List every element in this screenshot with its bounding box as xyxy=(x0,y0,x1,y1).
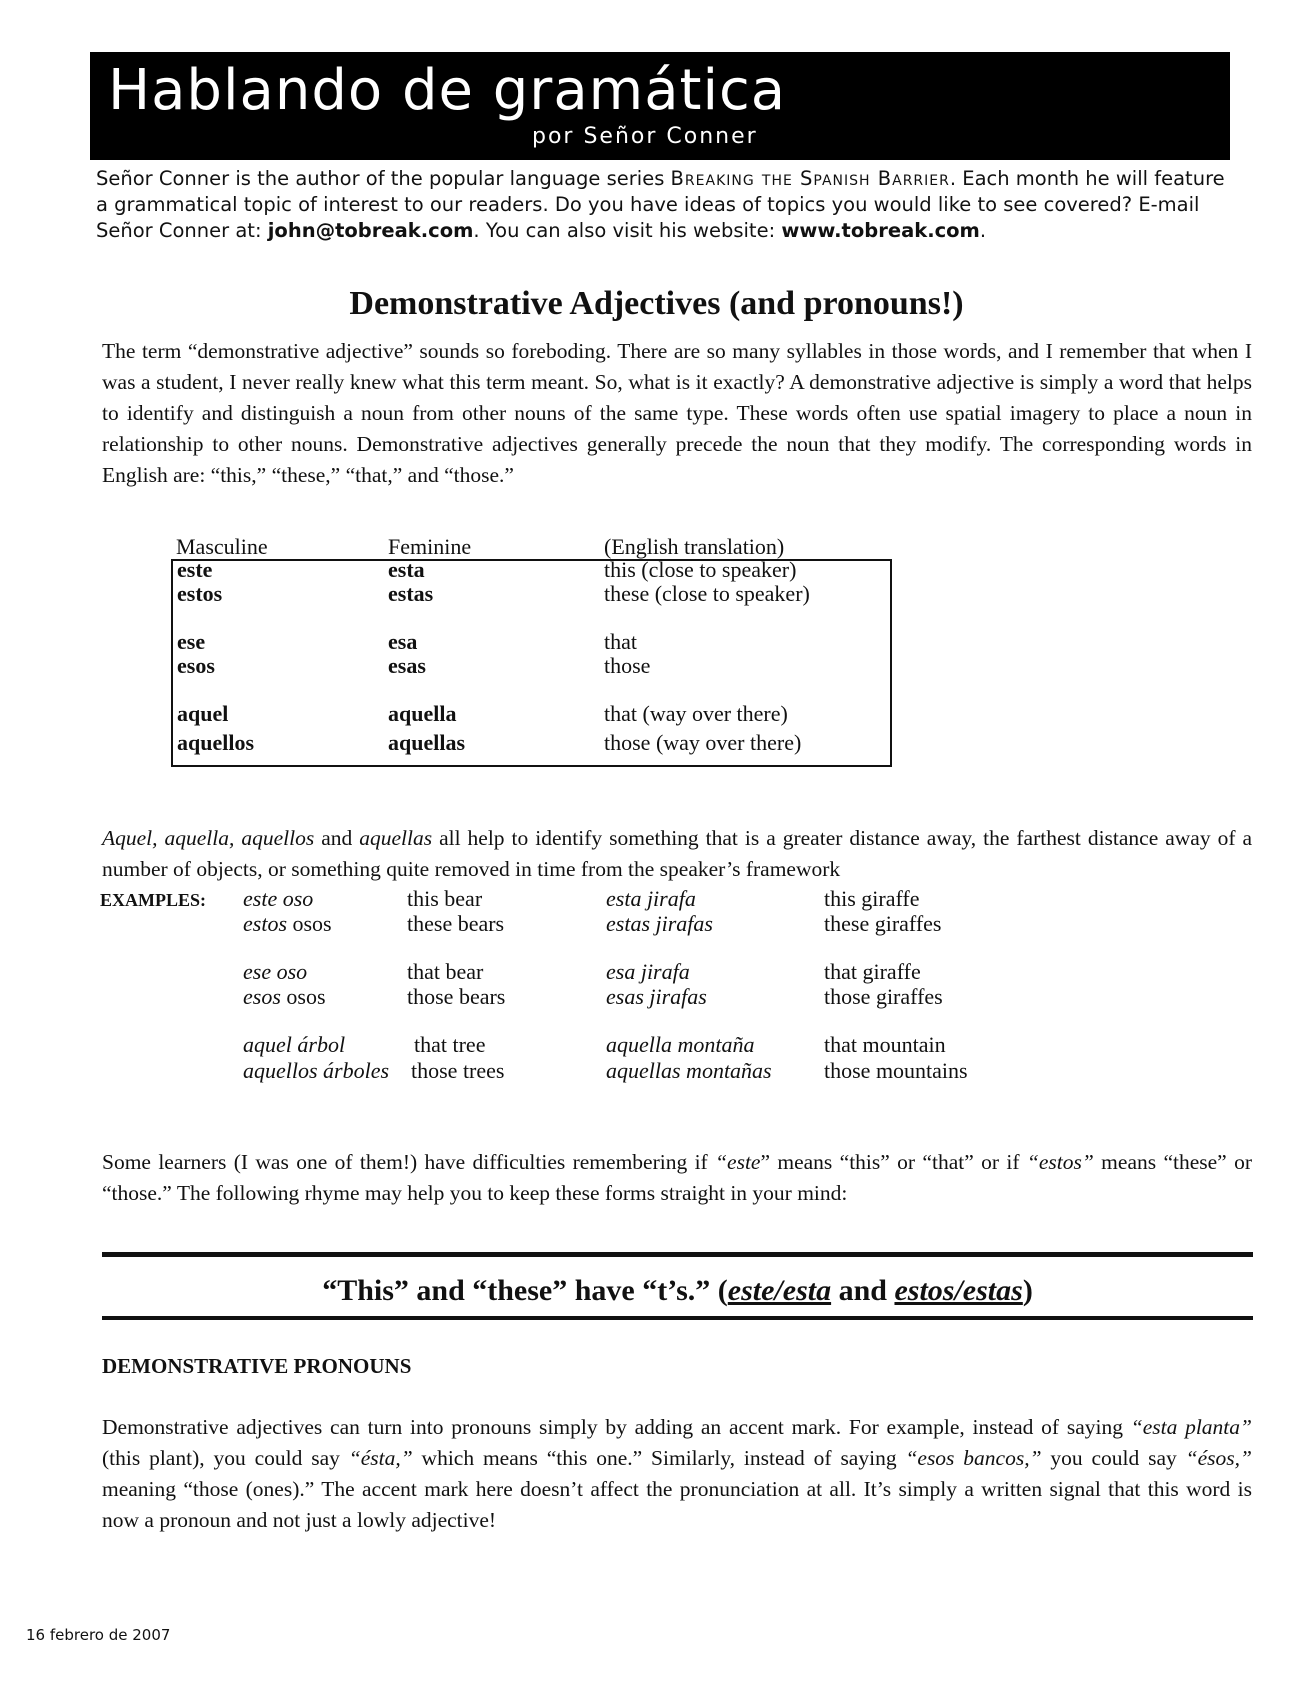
column-byline: por Señor Conner xyxy=(532,124,758,149)
example-english: that tree xyxy=(414,1032,486,1057)
author-intro xyxy=(96,166,1236,244)
intro-paragraph: The term “demonstrative adjective” sounds so foreboding. There are so many syllables in those words, and I remember that when I was a student, I never really knew what this term meant. So, what is it exactly? A demonstrative adjective is simply a word that helps to identify and distinguish a noun from other nouns of the same type. These words often use spatial imagery to place a noun in relationship to other nouns. Demonstrative adjectives generally precede the noun that they modify. The corresponding words in English are: “this,” “these,” “that,” and “those.” xyxy=(102,339,1252,487)
example-spanish: esas jirafas xyxy=(606,984,707,1009)
learners-paragraph: Some learners (I was one of them!) have difficulties remembering if “este” means “this” or “that” or if “estos” means “these” or “those.” The following rhyme may help you to keep these forms straight in your mind: xyxy=(102,1150,1252,1205)
article-title: Demonstrative Adjectives (and pronouns!) xyxy=(349,285,964,322)
table-cell: aquellas xyxy=(388,730,466,755)
table-cell: estas xyxy=(388,581,434,606)
intro-text: . xyxy=(979,219,987,242)
example-english: this bear xyxy=(407,886,483,911)
example-spanish: ese oso xyxy=(243,959,308,984)
pronouns-paragraph: Demonstrative adjectives can turn into pronouns simply by adding an accent mark. For example, instead of saying “esta planta” (this plant), you could say “ésta,” which means “this one.” Similarly, instead of saying “esos bancos,” you could say “ésos,” meaning “those (ones).” The accent mark here doesn’t affect the pronunciation at all. It’s simply a written signal that this word is now a pronoun and not just a lowly adjective! xyxy=(102,1415,1252,1532)
table-cell: that xyxy=(604,629,637,654)
example-spanish: estas jirafas xyxy=(606,911,713,936)
example-spanish: esa jirafa xyxy=(606,959,690,984)
examples-label: EXAMPLES: xyxy=(100,890,207,910)
example-spanish: aquel árbol xyxy=(243,1032,346,1057)
example-english: that mountain xyxy=(824,1032,946,1057)
author-website[interactable]: www.tobreak.com xyxy=(781,219,980,242)
example-english: those trees xyxy=(411,1058,505,1083)
example-english: that giraffe xyxy=(824,959,921,984)
table-cell: aquella xyxy=(388,701,457,726)
rule-bottom xyxy=(102,1316,1253,1320)
example-spanish: estos osos xyxy=(243,911,332,936)
table-cell: este xyxy=(177,557,213,582)
table-header-translation: (English translation) xyxy=(604,534,785,559)
example-english: those bears xyxy=(407,984,506,1009)
table-cell: aquel xyxy=(177,701,229,726)
header-banner xyxy=(90,52,1230,160)
table-cell: esta xyxy=(388,557,425,582)
table-cell: esos xyxy=(177,653,215,678)
intro-text: Señor Conner is the author of the popular language series xyxy=(96,167,671,190)
table-cell: that (way over there) xyxy=(604,701,788,726)
series-name: Breaking the Spanish Barrier xyxy=(670,167,950,190)
table-cell: esa xyxy=(388,629,418,654)
table-cell: those xyxy=(604,653,651,678)
example-spanish: esta jirafa xyxy=(606,886,696,911)
page-footer: 16 febrero de 2007 xyxy=(26,1626,171,1644)
italic-term: aquellas xyxy=(359,826,433,850)
example-english: those giraffes xyxy=(824,984,943,1009)
example-english: these giraffes xyxy=(824,911,942,936)
author-email[interactable]: john@tobreak.com xyxy=(267,219,474,242)
table-cell: these (close to speaker) xyxy=(604,581,810,606)
example-english: this giraffe xyxy=(824,886,920,911)
italic-term: Aquel, aquella, aquellos xyxy=(102,826,315,850)
table-header-feminine: Feminine xyxy=(388,534,472,559)
intro-text: . Each month he will feature a grammatical topic of interest to our readers. Do you have ideas of topics you would like to see covered? E-mail Señor Conner at: xyxy=(96,167,1225,242)
intro-text: . You can also visit his website: xyxy=(473,219,782,242)
column-title: Hablando de gramática xyxy=(108,58,787,123)
table-cell: this (close to speaker) xyxy=(604,557,797,582)
aquel-paragraph xyxy=(102,823,1252,885)
example-spanish: aquella montaña xyxy=(606,1032,755,1057)
table-header-masculine: Masculine xyxy=(176,534,268,559)
example-english: that bear xyxy=(407,959,484,984)
example-english: these bears xyxy=(407,911,505,936)
paragraph-text: all help to identify something that is a greater distance away, the farthest distance away of a number of objects, or something quite removed in time from the speaker’s framework xyxy=(102,826,1253,881)
rule-top xyxy=(102,1252,1253,1257)
table-cell: ese xyxy=(177,629,206,654)
example-spanish: este oso xyxy=(243,886,314,911)
table-cell: those (way over there) xyxy=(604,730,802,755)
paragraph-text: and xyxy=(314,826,360,850)
table-cell: estos xyxy=(177,581,223,606)
example-spanish: aquellas montañas xyxy=(606,1058,772,1083)
table-cell: aquellos xyxy=(177,730,255,755)
rhyme-line: “This” and “these” have “t’s.” (este/esta and estos/estas) xyxy=(322,1274,1033,1307)
example-english: those mountains xyxy=(824,1058,968,1083)
example-spanish: aquellos árboles xyxy=(243,1058,390,1083)
section-heading: DEMONSTRATIVE PRONOUNS xyxy=(102,1354,412,1378)
table-cell: esas xyxy=(388,653,426,678)
example-spanish: esos osos xyxy=(243,984,326,1009)
